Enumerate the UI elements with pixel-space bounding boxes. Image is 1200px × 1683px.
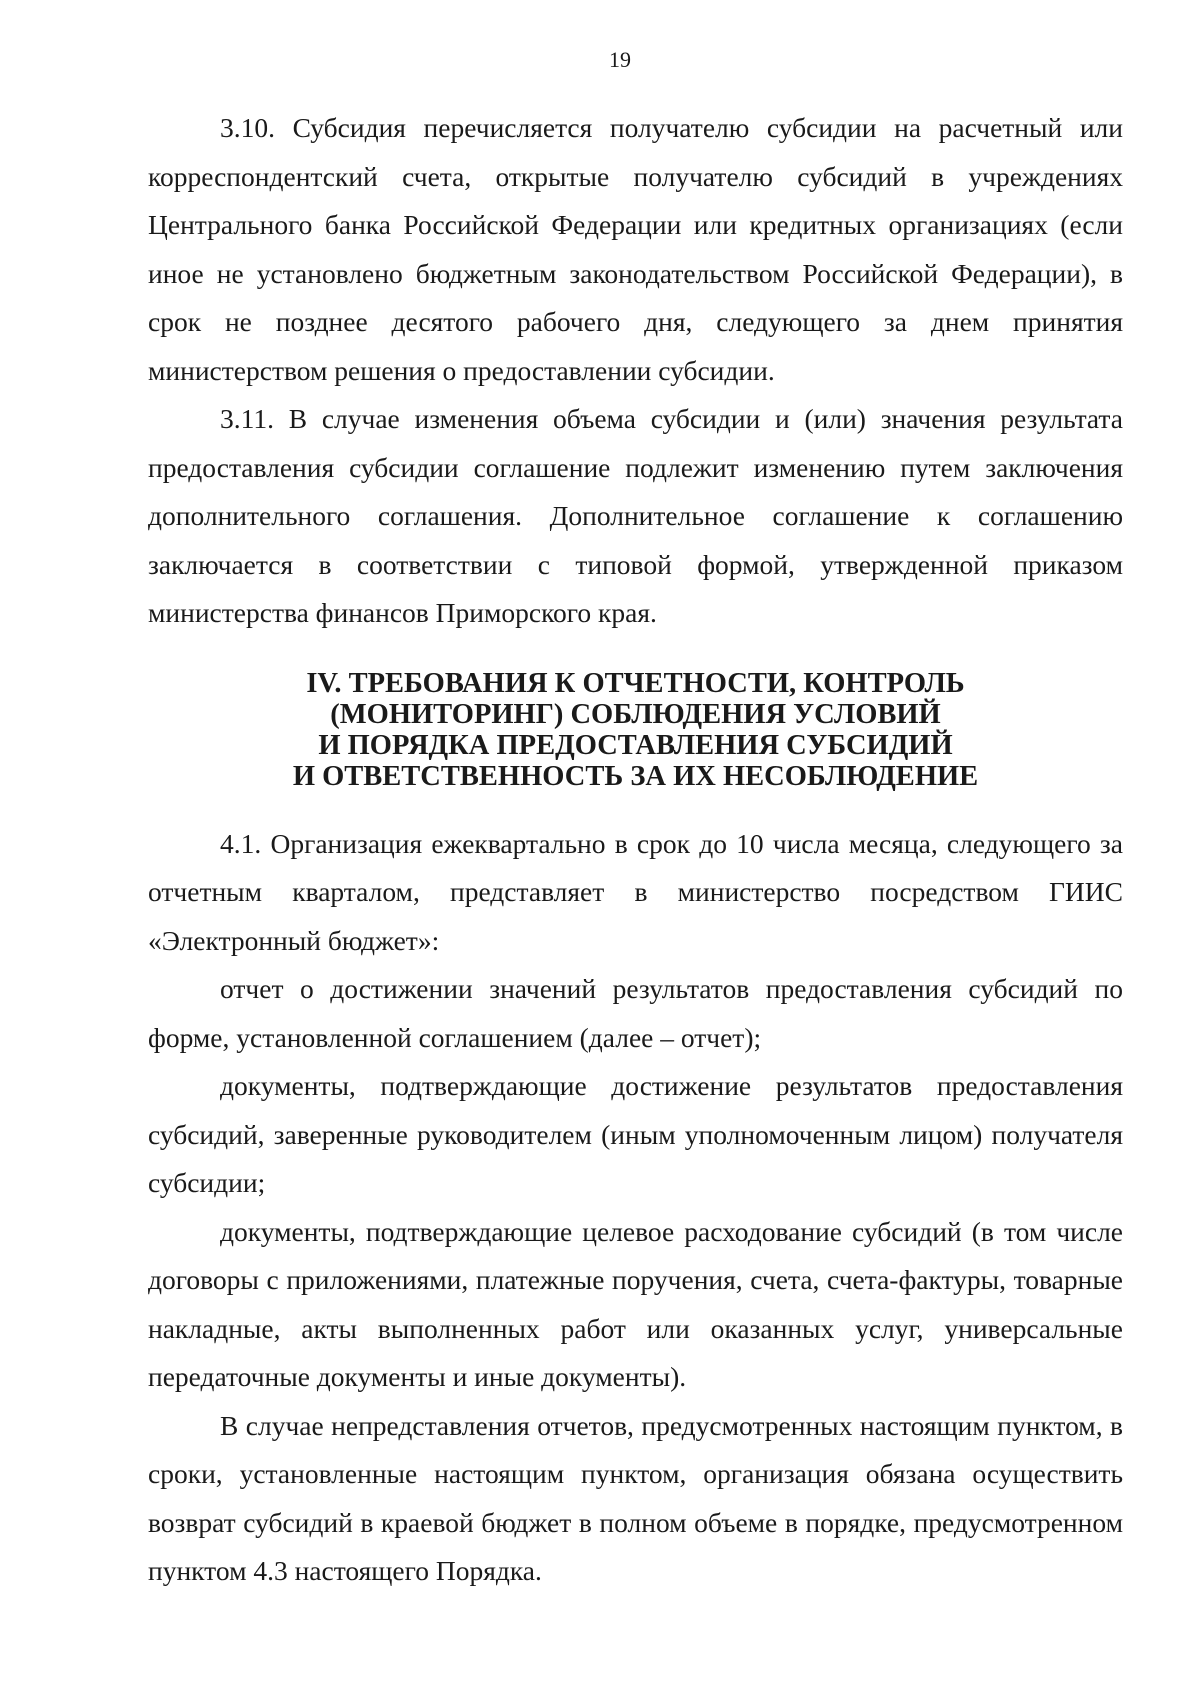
paragraph-3-11: 3.11. В случае изменения объема субсидии и (или) значения результата предоставления субсидии соглашение подлежит изменению путем заключения дополнительного соглашения. Дополнительное соглашение к соглашению заключается в соответствии с типовой формой, утвержденной приказом министерства финансов Приморского края. <box>148 403 1123 628</box>
paragraph-refund-obligation: В случае непредставления отчетов, предусмотренных настоящим пунктом, в сроки, установленные настоящим пунктом, организация обязана осуществить возврат субсидий в краевой бюджет в полном объеме в порядке, предусмотренном пунктом 4.3 настоящего Порядка. <box>148 1409 1123 1586</box>
paragraph-3-10: 3.10. Субсидия перечисляется получателю субсидии на расчетный или корреспондентский счета, открытые получателю субсидий в учреждениях Центрального банка Российской Федерации или кредитных организациях (если иное не установлено бюджетным законодательством Российской Федерации), в срок не позднее десятого рабочего дня, следующего за днем принятия министерством решения о предоставлении субсидии. <box>148 112 1123 386</box>
section-heading-line: И ОТВЕТСТВЕННОСТЬ ЗА ИХ НЕСОБЛЮДЕНИЕ <box>292 760 979 792</box>
section-heading-line: И ПОРЯДКА ПРЕДОСТАВЛЕНИЯ СУБСИДИЙ <box>318 729 953 761</box>
section-heading-line: (МОНИТОРИНГ) СОБЛЮДЕНИЯ УСЛОВИЙ <box>330 698 941 730</box>
section-heading <box>148 668 1123 792</box>
paragraph-4-1: 4.1. Организация ежеквартально в срок до 10 числа месяца, следующего за отчетным кварталом, представляет в министерство посредством ГИИС «Электронный бюджет»: <box>148 827 1123 956</box>
paragraph-report: отчет о достижении значений результатов предоставления субсидий по форме, установленной соглашением (далее – отчет); <box>148 973 1123 1053</box>
page-number: 19 <box>609 47 631 72</box>
paragraph-results-documents: документы, подтверждающие достижение результатов предоставления субсидий, заверенные руководителем (иным уполномоченным лицом) получателя субсидии; <box>148 1070 1123 1198</box>
section-heading-line: IV. ТРЕБОВАНИЯ К ОТЧЕТНОСТИ, КОНТРОЛЬ <box>306 667 965 699</box>
paragraph-spending-documents: документы, подтверждающие целевое расходование субсидий (в том числе договоры с приложениями, платежные поручения, счета, счета-фактуры, товарные накладные, акты выполненных работ или оказанных услуг, универсальные передаточные документы и иные документы). <box>148 1215 1123 1392</box>
document-body <box>148 104 1123 1596</box>
